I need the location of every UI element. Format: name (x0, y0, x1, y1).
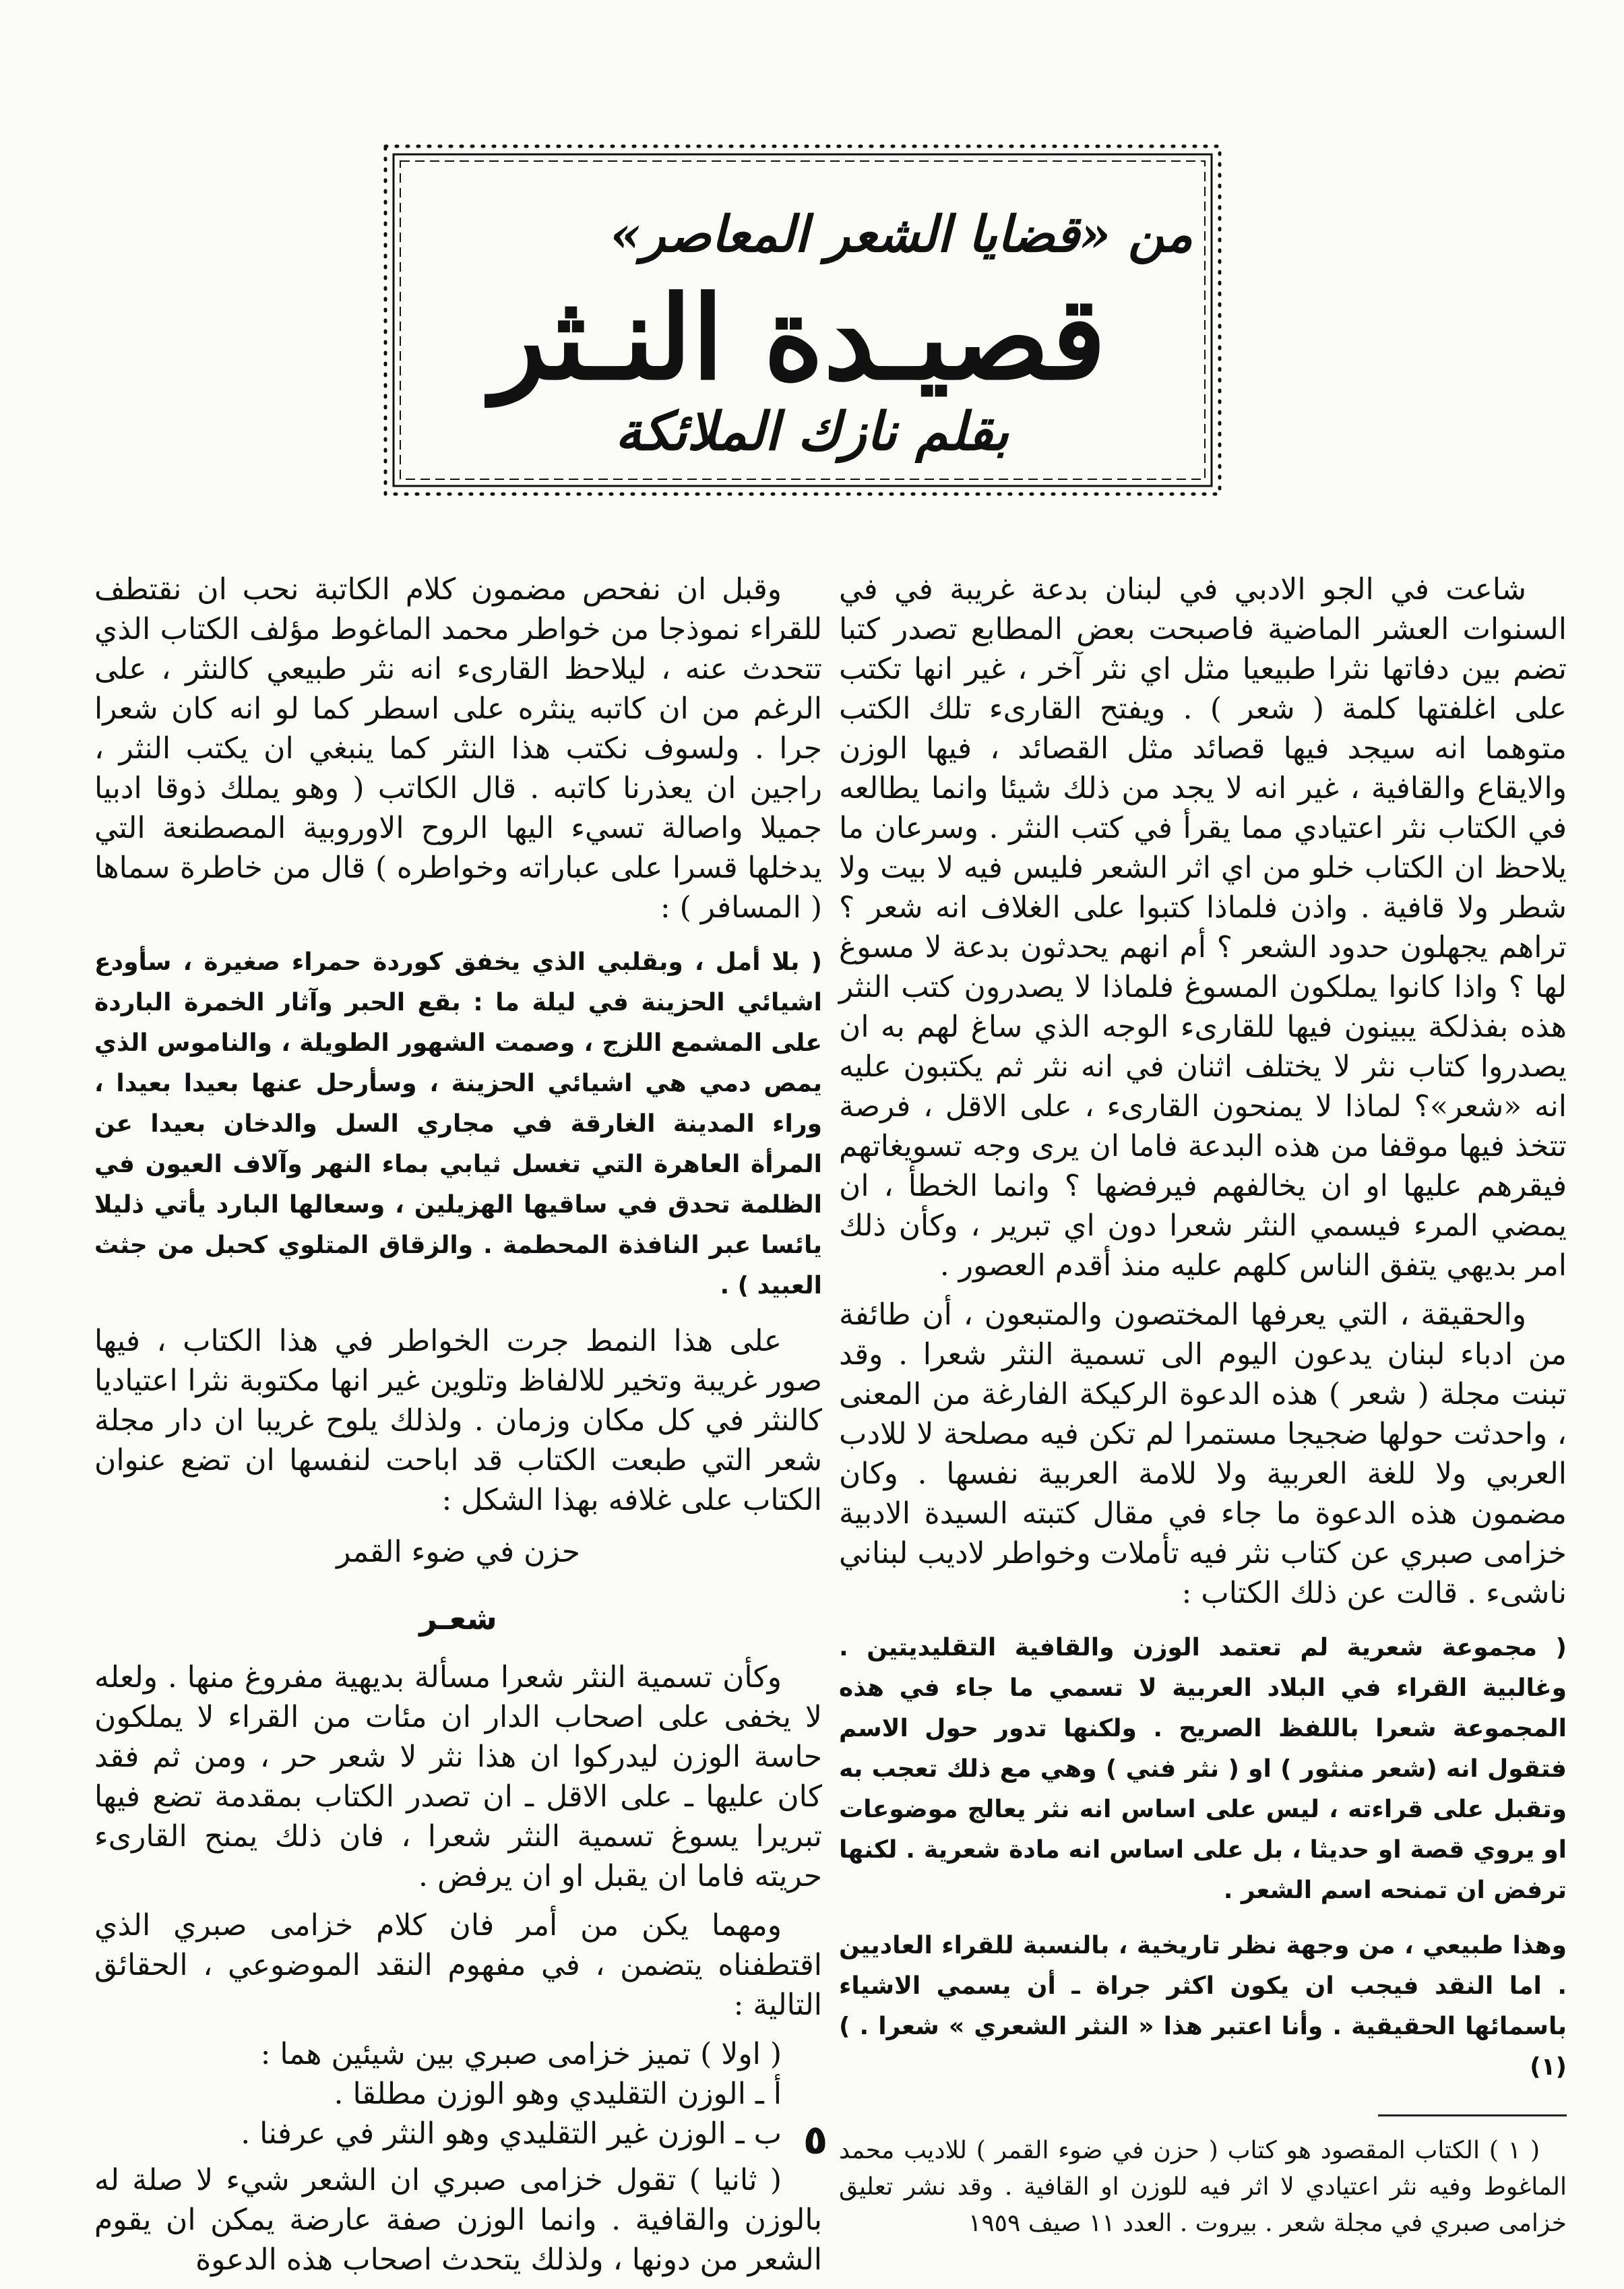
paragraph: ( ثانيا ) تقول خزامى صبري ان الشعر شيء لا صلة له بالوزن والقافية . وانما الوزن صفة عارضة يمكن ان يقوم الشعر من دونها ، ولذلك يتحدث اصحاب هذه الدعوة (94, 2163, 822, 2277)
page-number: ٥ (803, 2116, 828, 2164)
right-column (839, 570, 1567, 2251)
block-quote: ( مجموعة شعرية لم تعتمد الوزن والقافية التقليديتين . وغالبية القراء في البلاد العربية لا تسمي ما جاء في هذه المجموعة شعرا باللفظ الصريح . ولكنها تدور حول الاسم فتقول انه (شعر منثور ) او ( نثر فني ) وهي مع ذلك تعجب به وتقبل على قراءته ، ليس على اساس انه نثر يعالج موضوعات او يروي قصة او حديثا ، بل على اساس انه مادة شعرية . لكنها ترفض ان تمنحه اسم الشعر . (839, 1634, 1567, 1904)
paragraph: وكأن تسمية النثر شعرا مسألة بديهية مفروغ منها . ولعله لا يخفى على اصحاب الدار ان مئات من القراء لا يملكون حاسة الوزن ليدركوا ان هذا نثر لا شعر حر ، ومن ثم فقد كان عليها ـ على الاقل ـ ان تصدر الكتاب بمقدمة تضع فيها تبريرا يسوغ تسمية النثر شعرا ، فان ذلك يمنح القارىء حريته فاما ان يقبل او ان يرفض . (94, 1660, 822, 1893)
left-column (94, 570, 822, 2289)
block-quote: ( بلا أمل ، وبقلبي الذي يخفق كوردة حمراء صغيرة ، سأودع اشيائي الحزينة في ليلة ما : بقع الحبر وآثار الخمرة الباردة على المشمع اللزج ، وصمت الشهور الطويلة ، والناموس الذي يمص دمي هي اشيائي الحزينة ، وسأرحل عنها بعيدا بعيدا ، وراء المدينة الغارقة في مجاري السل والدخان بعيدا عن المرأة العاهرة التي تغسل ثيابي بماء النهر وآلاف العيون في الظلمة تحدق في ساقيها الهزيلين ، وسعالها البارد يأتي ذليلا يائسا عبر النافذة المحطمة . والزقاق المتلوي كحبل من جثث العبيد ) . (94, 948, 822, 1300)
paragraph: على هذا النمط جرت الخواطر في هذا الكتاب ، فيها صور غريبة وتخير للالفاظ وتلوين غير انها مكتوبة نثرا اعتياديا كالنثر في كل مكان وزمان . ولذلك يلوح غريبا ان دار مجلة شعر التي طبعت الكتاب قد اباحت لنفسها ان تضع عنوان الكتاب على غلافه بهذا الشكل : (94, 1324, 822, 1517)
article-title: قصيـدة النـثر (491, 271, 1106, 406)
book-title: حزن في ضوء القمر (336, 1535, 580, 1569)
series-title: من «قضايا الشعر المعاصر» (610, 206, 1193, 264)
paragraph: ومهما يكن من أمر فان كلام خزامى صبري الذي اقتطفناه يتضمن ، في مفهوم النقد الموضوعي ، الحقائق التالية : (94, 1908, 822, 2022)
footnote-divider (1378, 2114, 1567, 2116)
footnote: ( ١ ) الكتاب المقصود هو كتاب ( حزن في ضوء القمر ) للاديب محمد الماغوط وفيه نثر اعتيادي لا اثر فيه للوزن او القافية . وقد نشر تعليق خزامى صبري في مجلة شعر . بيروت . العدد ١١ صيف ١٩٥٩ (839, 2137, 1567, 2237)
list (94, 2034, 822, 2154)
list-item: ( اولا ) تميز خزامى صبري بين شيئين هما : (260, 2037, 782, 2071)
block-quote: وهذا طبيعي ، من وجهة نظر تاريخية ، بالنسبة للقراء العاديين . اما النقد فيجب ان يكون اكثر جراة ـ أن يسمي الاشياء باسمائها الحقيقية . وأنا اعتبر هذا « النثر الشعري » شعرا . ) (١) (839, 1932, 1567, 2081)
paragraph: والحقيقة ، التي يعرفها المختصون والمتبعون ، أن طائفة من ادباء لبنان يدعون اليوم الى تسمية النثر شعرا . وقد تبنت مجلة ( شعر ) هذه الدعوة الركيكة الفارغة من المعنى ، واحدثت حولها ضجيجا مستمرا لم تكن فيه مصلحة لا للادب العربي ولا للغة العربية ولا للامة العربية نفسها . وكان مضمون هذه الدعوة ما جاء في مقال كتبته السيدة الادبية خزامى صبري عن كتاب نثر فيه تأملات وخواطر لاديب لبناني ناشىء . قالت عن ذلك الكتاب : (839, 1298, 1567, 1610)
paragraph: شاعت في الجو الادبي في لبنان بدعة غريبة في في السنوات العشر الماضية فاصبحت بعض المطابع تصدر كتبا تضم بين دفاتها نثرا طبيعيا مثل اي نثر آخر ، غير انها تكتب على اغلفتها كلمة ( شعر ) . ويفتح القارىء تلك الكتب متوهما انه سيجد فيها قصائد مثل القصائد ، فيها الوزن والايقاع والقافية ، غير انه لا يجد من ذلك شيئا وانما يطالعه في الكتاب نثر اعتيادي مما يقرأ في كتب النثر . وسرعان ما يلاحظ ان الكتاب خلو من اي اثر الشعر فليس فيه لا بيت ولا شطر ولا قافية . واذن فلماذا كتبوا على الغلاف انه شعر ؟ تراهم يجهلون حدود الشعر ؟ أم انهم يحدثون بدعة لا مسوغ لها ؟ واذا كانوا يملكون المسوغ فلماذا لا يصدرون كتب النثر هذه بفذلكة يبينون فيها للقارىء الوجه الذي ساغ لهم به ان يصدروا كتاب نثر لا يختلف اثنان في انه نثر ثم يكتبون عليه انه «شعر»؟ لماذا لا يمنحون القارىء ، على الاقل ، فرصة تتخذ فيها موقفا من هذه البدعة فاما ان يرى وجه تسويغاتهم فيقرهم عليها او ان يخالفهم فيرفضها ؟ وانما الخطأ ، ان يمضي المرء فيسمي النثر شعرا دون اي تبرير ، وكأن ذلك امر بديهي يتفق الناس كلهم عليه منذ أقدم العصور . (839, 572, 1567, 1283)
title-frame (377, 138, 1228, 502)
book-label: شعـر (419, 1600, 497, 1637)
list-item: أ ـ الوزن التقليدي وهو الوزن مطلقا . (334, 2077, 782, 2111)
author-byline: بقلم نازك الملائكة (615, 401, 1009, 462)
list-item: ب ـ الوزن غير التقليدي وهو النثر في عرفنا . (241, 2116, 782, 2151)
paragraph: وقبل ان نفحص مضمون كلام الكاتبة نحب ان نقتطف للقراء نموذجا من خواطر محمد الماغوط مؤلف الكتاب الذي تتحدث عنه ، ليلاحظ القارىء انه نثر طبيعي كالنثر ، على الرغم من ان كاتبه ينثره على اسطر كما لو انه كان شعرا جرا . ولسوف نكتب هذا النثر كما ينبغي ان يكتب النثر ، راجين ان يعذرنا كاتبه . قال الكاتب ( وهو يملك ذوقا ادبيا جميلا واصالة تسيء اليها الروح الاوروبية المصطنعة التي يدخلها قسرا على عباراته وخواطره ) قال من خاطرة سماها ( المسافر ) : (94, 572, 822, 925)
